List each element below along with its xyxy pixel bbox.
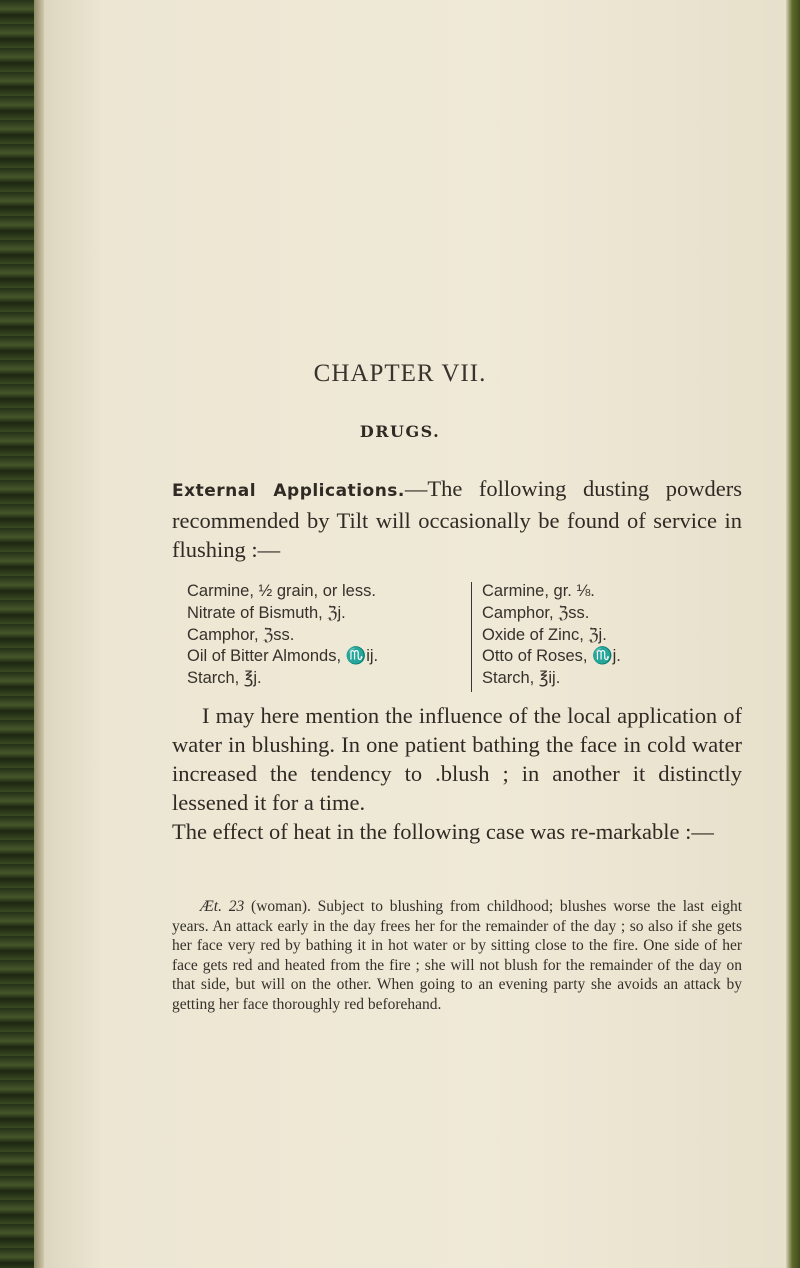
case-note <box>172 897 742 1014</box>
intro-lead: External Applications. <box>172 481 405 501</box>
prescription-left <box>187 581 378 690</box>
chapter-title: CHAPTER VII. <box>313 360 487 387</box>
prescription-line: Starch, ℥j. <box>187 669 262 688</box>
prescription-line: Carmine, gr. ⅛. <box>482 582 595 600</box>
prescription-line: Camphor, ℨss. <box>482 603 590 622</box>
prescription-line: Starch, ℥ij. <box>482 669 561 688</box>
intro-text: —The following dusting powders recommended by Tilt will occasionally be found of service in flushing :— <box>172 476 742 562</box>
prescription-divider <box>471 582 472 692</box>
case-reference: Æt. 23 <box>200 898 245 915</box>
prescription-line: Nitrate of Bismuth, ℨj. <box>187 603 346 622</box>
body-paragraph: I may here mention the influence of the local application of water in blushing. In one patient bathing the face in cold water increased the tendency to .blush ; in another it distinctly lessened it for a time. <box>172 703 742 815</box>
page-edge <box>786 0 800 1268</box>
prescription-line: Oxide of Zinc, ℨj. <box>482 625 607 644</box>
prescription-line: Oil of Bitter Almonds, ♏ij. <box>187 647 379 666</box>
body-paragraph: The effect of heat in the following case was re-markable :— <box>172 819 714 844</box>
intro-paragraph <box>172 474 742 564</box>
book-page <box>44 0 786 1268</box>
prescription-line: Camphor, ℨss. <box>187 625 295 644</box>
prescription-right <box>482 581 621 690</box>
case-text: (woman). Subject to blushing from childhood; blushes worse the last eight years. An attack early in the day frees her for the remainder of the day ; so also if she gets her face very red by bathing it in hot water or by sitting close to the fire. One side of her face gets red and heated from the fire ; she will not blush for the remainder of the day on that side, but will on the other. When going to an evening party she avoids an attack by getting her face thoroughly red beforehand. <box>172 898 742 1013</box>
prescription-line: Otto of Roses, ♏j. <box>482 647 621 666</box>
section-title: DRUGS. <box>359 422 441 441</box>
binding-edge <box>34 0 44 1268</box>
book-binding <box>0 0 34 1268</box>
prescription-line: Carmine, ½ grain, or less. <box>187 582 376 600</box>
